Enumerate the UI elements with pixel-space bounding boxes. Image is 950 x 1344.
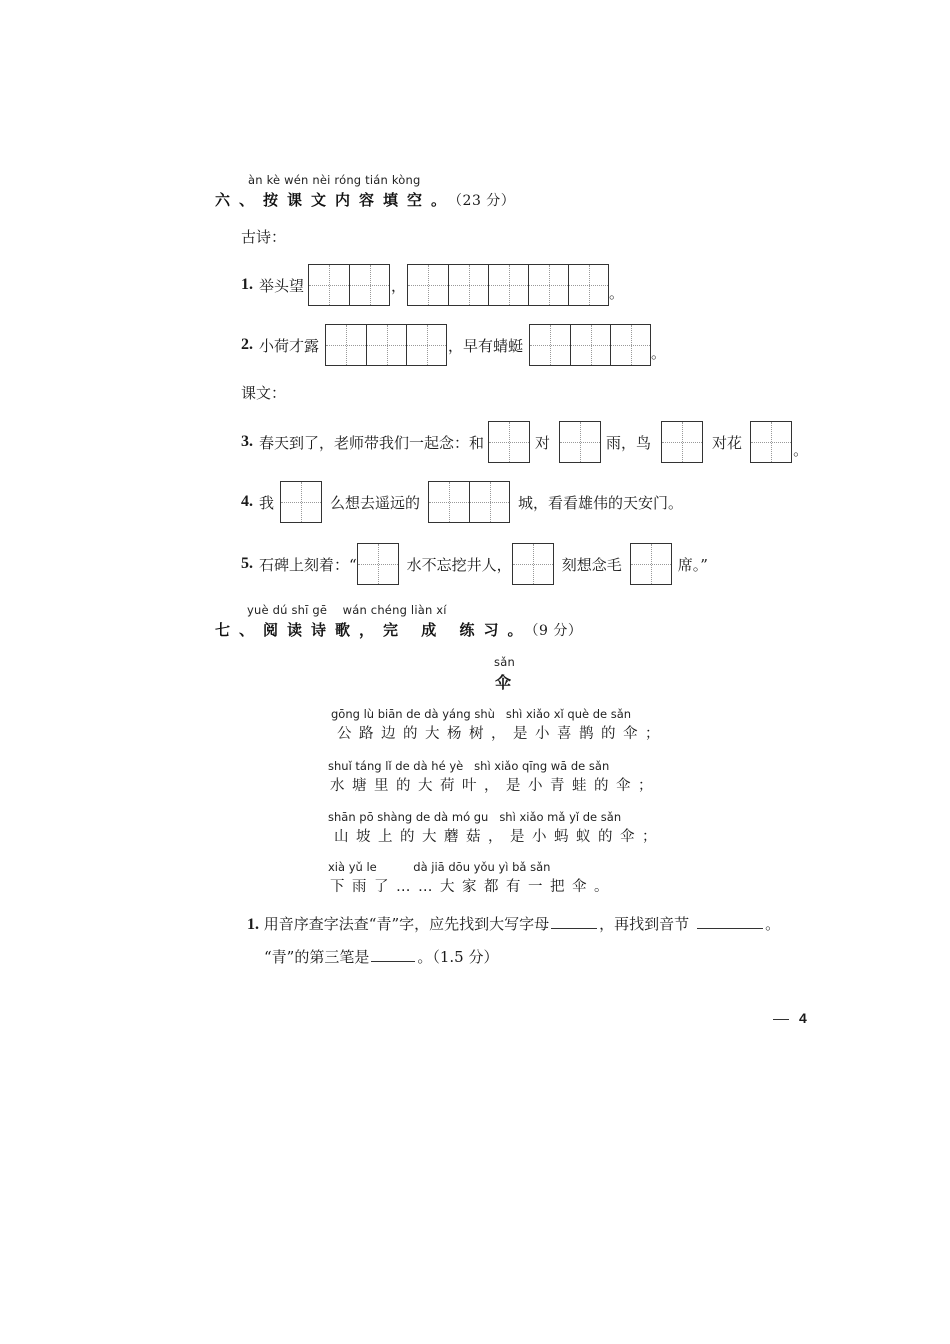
poem-line-text: 公路边的大杨树，是小喜鹊的伞；	[337, 726, 667, 742]
char-box[interactable]	[349, 265, 389, 305]
poem-line-text: 水塘里的大荷叶，是小青蛙的伞；	[330, 778, 660, 794]
char-box[interactable]	[469, 482, 509, 522]
question-number: 1.	[241, 276, 253, 293]
question-text: 么想去遥远的	[330, 493, 421, 512]
char-box[interactable]	[568, 265, 608, 305]
page-number-dash	[773, 1019, 789, 1020]
section7-heading	[215, 619, 582, 640]
section7-pinyin: yuè dú shī gē wán chéng liàn xí	[247, 603, 447, 617]
char-box[interactable]	[528, 265, 568, 305]
question-text: 雨，鸟	[606, 433, 652, 452]
question-text: 春天到了，老师带我们一起念：和	[259, 433, 485, 452]
question-text: 对	[535, 433, 551, 452]
question-6-5	[241, 543, 708, 585]
poem-line-pinyin: gōng lù biān de dà yáng shù shì xiǎo xǐ què de sǎn	[331, 707, 632, 721]
answer-grid[interactable]	[325, 324, 447, 366]
question-6-2	[241, 324, 666, 366]
char-box[interactable]	[429, 482, 469, 522]
answer-grid[interactable]	[559, 421, 601, 463]
poem-line-text: 山坡上的大蘑菇，是小蚂蚁的伞；	[334, 829, 664, 845]
question-number: 3.	[241, 433, 253, 450]
answer-grid[interactable]	[529, 324, 651, 366]
page-number-value: 4	[799, 1010, 807, 1026]
question-number: 5.	[241, 555, 253, 572]
char-box[interactable]	[488, 265, 528, 305]
question-7-1	[247, 913, 780, 934]
question-number: 4.	[241, 493, 253, 510]
question-text: 用音序查字法查“青”字，应先找到大写字母	[263, 915, 550, 933]
char-box[interactable]	[489, 422, 529, 462]
char-box[interactable]	[309, 265, 349, 305]
question-text: 城，看看雄伟的天安门。	[518, 493, 684, 512]
question-6-4	[241, 481, 683, 523]
page-number	[773, 1010, 807, 1026]
char-box[interactable]	[610, 325, 650, 365]
section6-heading	[215, 189, 515, 210]
char-box[interactable]	[326, 325, 366, 365]
section7-period: 。	[507, 621, 532, 639]
subsection-poem-label: 古诗：	[241, 228, 287, 246]
question-text: 石碑上刻着：“	[259, 555, 357, 574]
question-text: 小荷才露	[259, 336, 320, 355]
question-text: “青”的第三笔是	[264, 948, 370, 966]
poem-line-pinyin: shuǐ táng lǐ de dà hé yè shì xiǎo qīng wā de sǎn	[328, 759, 610, 773]
poem-title-pinyin: sǎn	[494, 655, 515, 669]
section6-pinyin: àn kè wén nèi róng tián kòng	[248, 173, 421, 187]
answer-grid[interactable]	[661, 421, 703, 463]
char-box[interactable]	[662, 422, 702, 462]
answer-grid[interactable]	[428, 481, 510, 523]
section6-score: （23 分）	[455, 193, 516, 209]
char-box[interactable]	[366, 325, 406, 365]
question-7-1-line2	[264, 946, 498, 967]
question-text: 举头望	[259, 276, 305, 295]
question-text: ，	[391, 276, 407, 295]
question-6-3	[241, 421, 808, 463]
question-text: 。	[765, 915, 781, 933]
section6-title: 按课文内容填空	[263, 191, 432, 209]
char-box[interactable]	[358, 544, 398, 584]
question-text: 。	[793, 440, 809, 459]
answer-grid[interactable]	[357, 543, 399, 585]
answer-grid[interactable]	[630, 543, 672, 585]
answer-grid[interactable]	[488, 421, 530, 463]
question-text: 。	[609, 283, 625, 302]
section6-number: 六、	[215, 191, 264, 209]
char-box[interactable]	[408, 265, 448, 305]
question-text: 对花	[712, 433, 743, 452]
poem-line-pinyin: xià yǔ le dà jiā dōu yǒu yì bǎ sǎn	[328, 860, 551, 874]
char-box[interactable]	[406, 325, 446, 365]
question-text: 刻想念毛	[561, 555, 622, 574]
question-number: 1.	[247, 916, 259, 933]
poem-line-pinyin: shān pō shàng de dà mó gu shì xiǎo mǎ yǐ de sǎn	[328, 810, 622, 824]
char-box[interactable]	[751, 422, 791, 462]
char-box[interactable]	[560, 422, 600, 462]
answer-blank-letter[interactable]	[551, 914, 597, 929]
subsection-text-label: 课文：	[241, 384, 287, 402]
section7-score: （9 分）	[531, 623, 583, 639]
question-text: ，再找到音节	[599, 915, 690, 933]
char-box[interactable]	[281, 482, 321, 522]
char-box[interactable]	[513, 544, 553, 584]
answer-grid[interactable]	[750, 421, 792, 463]
answer-grid[interactable]	[512, 543, 554, 585]
char-box[interactable]	[570, 325, 610, 365]
question-text: 我	[259, 493, 275, 512]
char-box[interactable]	[448, 265, 488, 305]
question-text: 席。”	[677, 555, 708, 574]
answer-grid[interactable]	[308, 264, 390, 306]
poem-line-text: 下雨了……大家都有一把伞。	[330, 879, 616, 895]
question-text: 水不忘挖井人，	[406, 555, 512, 574]
answer-grid[interactable]	[407, 264, 609, 306]
section7-number: 七、	[215, 621, 264, 639]
section6-period: 。	[431, 191, 456, 209]
question-text: 。（1.5 分）	[417, 948, 499, 966]
question-6-1	[241, 264, 624, 306]
question-text: 。	[651, 343, 667, 362]
question-number: 2.	[241, 336, 253, 353]
answer-blank-stroke[interactable]	[371, 947, 415, 962]
question-text: ，早有蜻蜓	[448, 336, 524, 355]
poem-title: 伞	[495, 673, 512, 692]
section7-title: 阅读诗歌，完 成 练习	[263, 621, 508, 639]
char-box[interactable]	[530, 325, 570, 365]
answer-blank-syllable[interactable]	[697, 914, 763, 929]
char-box[interactable]	[631, 544, 671, 584]
answer-grid[interactable]	[280, 481, 322, 523]
